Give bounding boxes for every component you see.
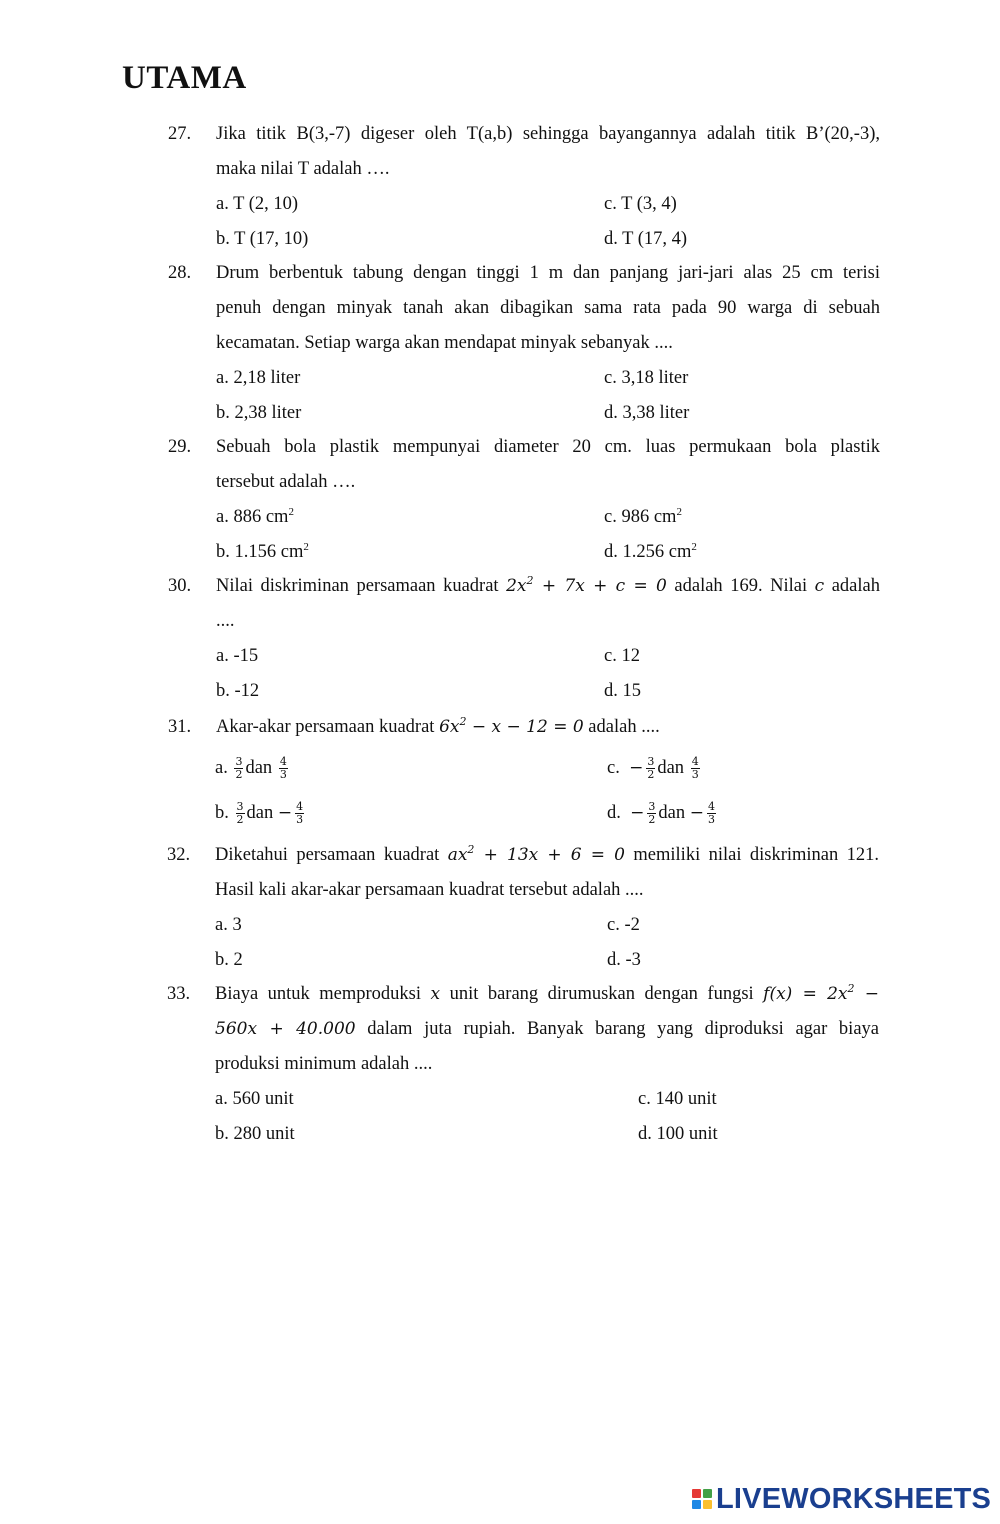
- question-text-line: Akar-akar persamaan kuadrat $6x^2 - x - 12 = 0$ adalah ....: [216, 715, 660, 737]
- option-c[interactable]: c. − $\frac{3}{2}$ dan $\frac{4}{3}$: [607, 755, 699, 782]
- equation: $2x^2 + 7x + c = 0$: [506, 574, 667, 596]
- option-b[interactable]: b. 2: [215, 950, 243, 970]
- question-number: 30.: [168, 576, 192, 596]
- option-a[interactable]: a. T (2, 10): [216, 194, 299, 214]
- question-text-line: penuh dengan minyak tanah akan dibagikan sama rata pada 90 warga di sebuah: [216, 298, 880, 318]
- option-a[interactable]: a. 2,18 liter: [216, 368, 301, 388]
- equation: $ax^2 + 13x + 6 = 0$: [447, 843, 626, 865]
- answer-options: [216, 361, 880, 431]
- question-number: 28.: [168, 263, 192, 283]
- question-text-line: maka nilai T adalah ….: [216, 159, 390, 179]
- option-a[interactable]: a. $\frac{3}{2}$ dan $\frac{4}{3}$: [215, 755, 287, 782]
- question-29: [168, 430, 880, 570]
- option-c[interactable]: c. -2: [607, 915, 640, 935]
- question-text-line: Jika titik B(3,-7) digeser oleh T(a,b) sehingga bayangannya adalah titik B’(20,-3),: [216, 124, 880, 144]
- answer-options: [215, 1082, 879, 1152]
- logo-wordmark: LIVEWORKSHEETS: [716, 1482, 992, 1515]
- question-text-line: Nilai diskriminan persamaan kuadrat $2x^2 + 7x + c = 0$ adalah 169. Nilai c adalah: [216, 574, 880, 596]
- option-c[interactable]: c. T (3, 4): [604, 194, 677, 214]
- option-d[interactable]: d. -3: [607, 950, 641, 970]
- option-b[interactable]: b. 280 unit: [215, 1124, 295, 1144]
- option-a[interactable]: a. 560 unit: [215, 1089, 294, 1109]
- question-text-line: tersebut adalah ….: [216, 472, 356, 492]
- question-30: [168, 569, 880, 709]
- option-c[interactable]: c. 3,18 liter: [604, 368, 689, 388]
- question-text-line: Drum berbentuk tabung dengan tinggi 1 m dan panjang jari-jari alas 25 cm terisi: [216, 263, 880, 283]
- question-number: 33.: [167, 984, 191, 1004]
- question-number: 32.: [167, 845, 191, 865]
- page-title: UTAMA: [122, 60, 247, 96]
- option-c[interactable]: c. 140 unit: [638, 1089, 717, 1109]
- option-d[interactable]: d. 15: [604, 681, 641, 701]
- question-28: [168, 256, 880, 431]
- question-text-line: kecamatan. Setiap warga akan mendapat minyak sebanyak ....: [216, 333, 673, 353]
- question-33: [167, 977, 879, 1152]
- logo-grid-icon: [692, 1489, 712, 1509]
- option-d[interactable]: d. 100 unit: [638, 1124, 718, 1144]
- question-number: 31.: [168, 717, 192, 737]
- option-a[interactable]: a. -15: [216, 646, 259, 666]
- liveworksheets-logo: [692, 1484, 991, 1514]
- question-text-line: produksi minimum adalah ....: [215, 1054, 433, 1074]
- option-a[interactable]: a. 886 $cm^2$: [216, 506, 294, 527]
- answer-options: [215, 908, 879, 978]
- question-text-line: ....: [216, 611, 235, 631]
- question-31: [168, 710, 880, 837]
- question-27: [168, 117, 880, 257]
- option-b[interactable]: b. T (17, 10): [216, 229, 309, 249]
- option-b[interactable]: b. -12: [216, 681, 260, 701]
- answer-options: [216, 745, 880, 837]
- answer-options: [216, 500, 880, 570]
- question-text-line: 560x + 40.000 dalam juta rupiah. Banyak barang yang diproduksi agar biaya: [215, 1019, 879, 1039]
- equation: $f(x) = 2x^2$ −: [763, 982, 879, 1004]
- question-number: 27.: [168, 124, 192, 144]
- option-d[interactable]: d. 3,38 liter: [604, 403, 690, 423]
- option-c[interactable]: c. 986 $cm^2$: [604, 506, 682, 527]
- option-b[interactable]: b. $\frac{3}{2}$ dan − $\frac{4}{3}$: [215, 800, 304, 827]
- option-b[interactable]: b. 1.156 $cm^2$: [216, 541, 309, 562]
- option-d[interactable]: d. T (17, 4): [604, 229, 688, 249]
- answer-options: [216, 639, 880, 709]
- question-text-line: Hasil kali akar-akar persamaan kuadrat tersebut adalah ....: [215, 880, 644, 900]
- option-d[interactable]: d. 1.256 $cm^2$: [604, 541, 697, 562]
- option-d[interactable]: d. − $\frac{3}{2}$ dan − $\frac{4}{3}$: [607, 800, 715, 827]
- question-text-line: Diketahui persamaan kuadrat $ax^2 + 13x + 6 = 0$ memiliki nilai diskriminan 121.: [215, 843, 880, 865]
- question-text-line: Biaya untuk memproduksi x unit barang dirumuskan dengan fungsi $f(x) = 2x^2$ −: [215, 982, 879, 1004]
- question-32: [167, 838, 879, 978]
- equation: $6x^2 - x - 12 = 0$: [439, 715, 584, 737]
- question-text-line: Sebuah bola plastik mempunyai diameter 20 cm. luas permukaan bola plastik: [216, 437, 880, 457]
- answer-options: [216, 187, 880, 257]
- option-a[interactable]: a. 3: [215, 915, 242, 935]
- option-b[interactable]: b. 2,38 liter: [216, 403, 302, 423]
- question-number: 29.: [168, 437, 192, 457]
- option-c[interactable]: c. 12: [604, 646, 640, 666]
